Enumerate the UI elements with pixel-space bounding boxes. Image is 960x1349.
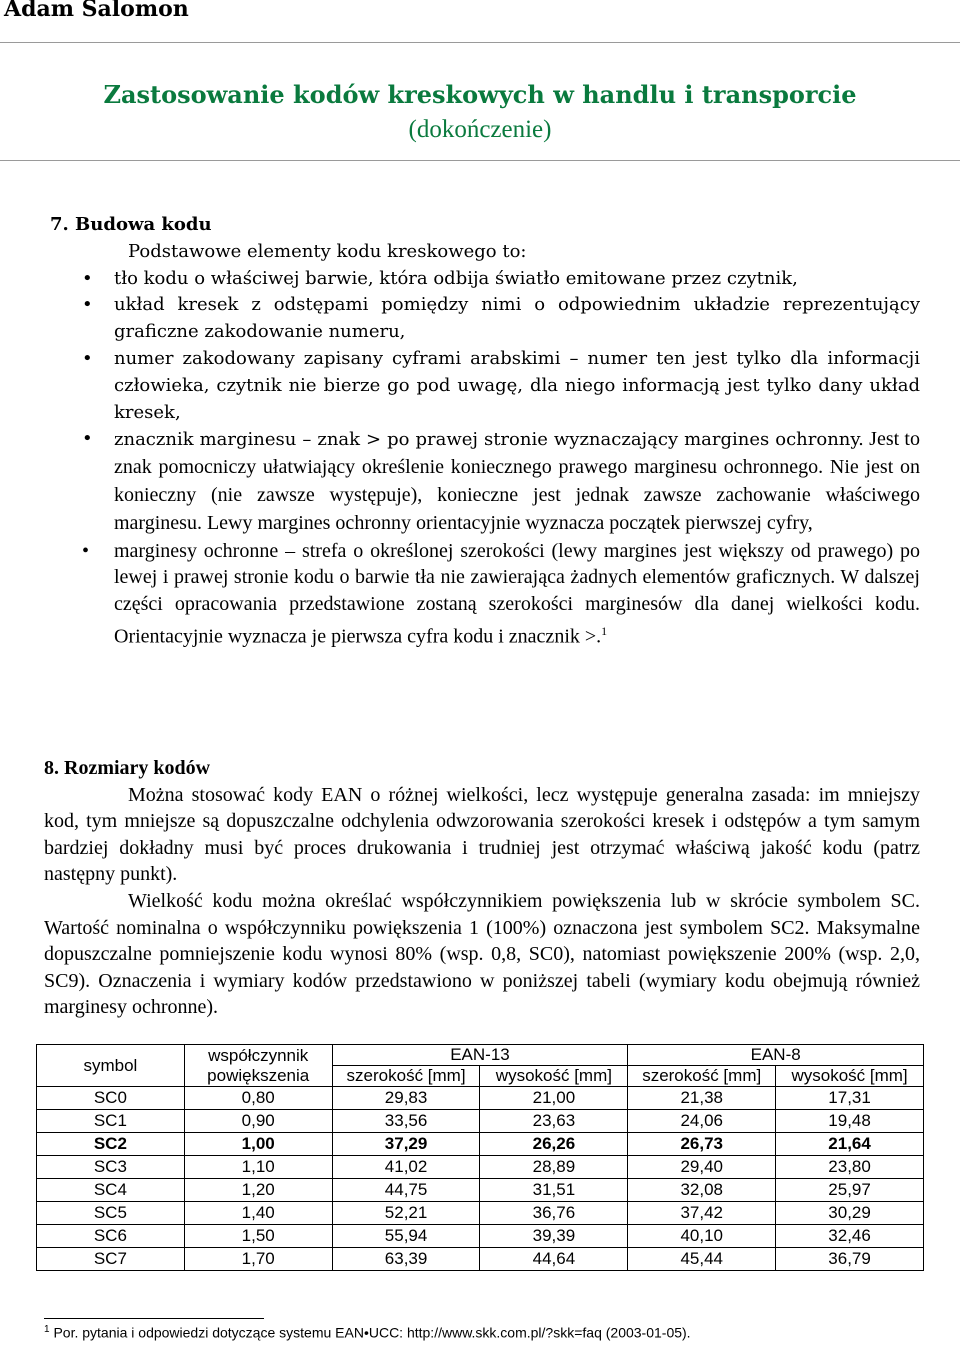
table-cell-ean8-w: 45,44 xyxy=(628,1248,776,1271)
section-8 xyxy=(44,755,920,1021)
table-cell-symbol: SC4 xyxy=(37,1179,185,1202)
table-cell-ean13-h: 44,64 xyxy=(480,1248,628,1271)
table-cell-factor: 1,40 xyxy=(184,1202,332,1225)
table-cell-symbol: SC1 xyxy=(37,1110,185,1133)
table-cell-ean8-h: 30,29 xyxy=(776,1202,924,1225)
table-cell-symbol: SC6 xyxy=(37,1225,185,1248)
author-name: Adam Salomon xyxy=(4,0,189,22)
table-cell-symbol: SC2 xyxy=(37,1133,185,1156)
bullet-icon: • xyxy=(82,347,93,369)
table-cell-ean8-w: 37,42 xyxy=(628,1202,776,1225)
table-row xyxy=(37,1110,924,1133)
paragraph: Można stosować kody EAN o różnej wielkości, lecz występuje generalna zasada: im mniejszy kod, tym mniejsze są dopuszczalne odchylenia odwzorowania szerokości kresek i odstępów a tym samym bardziej dokładny musi być proces drukowania i trudniej jest otrzymać właściwą jakość kodu (patrz następny punkt). xyxy=(44,783,920,886)
title-divider xyxy=(0,160,960,161)
list-item xyxy=(44,538,920,651)
list-item-text: układ kresek z odstępami pomiędzy nimi o odpowiednim układzie reprezentujący graficzne zakodowanie numeru, xyxy=(114,294,920,343)
table-cell-factor: 1,50 xyxy=(184,1225,332,1248)
column-header-height: wysokość [mm] xyxy=(480,1066,628,1087)
table-cell-ean13-w: 44,75 xyxy=(332,1179,480,1202)
column-header-width: szerokość [mm] xyxy=(332,1066,480,1087)
table-cell-ean8-h: 17,31 xyxy=(776,1087,924,1110)
table-cell-symbol: SC5 xyxy=(37,1202,185,1225)
bullet-list xyxy=(44,266,920,651)
header-divider xyxy=(0,42,960,43)
article-title: Zastosowanie kodów kreskowych w handlu i transporcie xyxy=(103,80,857,109)
column-group-ean8: EAN-8 xyxy=(628,1045,924,1066)
table-cell-ean13-h: 39,39 xyxy=(480,1225,628,1248)
table-cell-symbol: SC3 xyxy=(37,1156,185,1179)
list-item xyxy=(44,266,920,293)
table-cell-ean8-w: 26,73 xyxy=(628,1133,776,1156)
table-cell-ean13-h: 21,00 xyxy=(480,1087,628,1110)
column-header-symbol: symbol xyxy=(37,1045,185,1087)
table-cell-factor: 1,20 xyxy=(184,1179,332,1202)
table-cell-ean8-w: 24,06 xyxy=(628,1110,776,1133)
table-cell-factor: 1,00 xyxy=(184,1133,332,1156)
footnote xyxy=(44,1324,691,1341)
table-cell-ean13-h: 31,51 xyxy=(480,1179,628,1202)
table-row xyxy=(37,1087,924,1110)
table-header-row xyxy=(37,1045,924,1066)
section-7-intro: Podstawowe elementy kodu kreskowego to: xyxy=(128,240,527,262)
table-row xyxy=(37,1179,924,1202)
table-cell-ean13-w: 63,39 xyxy=(332,1248,480,1271)
section-8-number: 8. xyxy=(44,757,59,779)
table-cell-ean13-h: 36,76 xyxy=(480,1202,628,1225)
list-item xyxy=(44,426,920,537)
list-item-text: marginesy ochronne – strefa o określonej szerokości (lewy margines jest większy od prawego) po lewej i prawej stronie kodu o barwie tła nie zawierająca żadnych elementów graficznych. W dalszej części opracowania przedstawione zostaną szerokości marginesów dla danej wielkości kodu. Orientacyjnie wyznacza je pierwsza cyfra kodu i znacznik >. xyxy=(114,539,920,648)
table-cell-symbol: SC0 xyxy=(37,1087,185,1110)
table-cell-factor: 1,70 xyxy=(184,1248,332,1271)
article-subtitle: (dokończenie) xyxy=(408,116,552,143)
footnote-divider xyxy=(44,1318,264,1319)
table-cell-ean8-w: 32,08 xyxy=(628,1179,776,1202)
column-header-height: wysokość [mm] xyxy=(776,1066,924,1087)
bullet-icon: • xyxy=(82,428,93,450)
table-cell-ean8-h: 32,46 xyxy=(776,1225,924,1248)
table-cell-ean8-h: 21,64 xyxy=(776,1133,924,1156)
list-item xyxy=(44,292,920,346)
table-cell-ean8-w: 40,10 xyxy=(628,1225,776,1248)
footnote-number: 1 xyxy=(44,1324,50,1335)
table-row xyxy=(37,1133,924,1156)
table-cell-ean13-w: 29,83 xyxy=(332,1087,480,1110)
table-cell-ean8-w: 29,40 xyxy=(628,1156,776,1179)
table-cell-ean8-w: 21,38 xyxy=(628,1087,776,1110)
table-cell-ean13-h: 23,63 xyxy=(480,1110,628,1133)
list-item-text: numer zakodowany zapisany cyframi arabskimi – numer ten jest tylko dla informacji człowieka, czytnik nie bierze go pod uwagę, dla niego informacją jest tylko dany układ kresek, xyxy=(114,347,920,423)
table-cell-ean8-h: 23,80 xyxy=(776,1156,924,1179)
list-item-text: znacznik marginesu – znak > po prawej stronie wyznaczający margines ochronny. xyxy=(114,429,864,451)
list-item xyxy=(44,346,920,426)
list-item-text: tło kodu o właściwej barwie, która odbija światło emitowane przez czytnik, xyxy=(114,267,798,289)
table-cell-ean8-h: 25,97 xyxy=(776,1179,924,1202)
bullet-icon: • xyxy=(82,539,90,562)
footnote-text: Por. pytania i odpowiedzi dotyczące systemu EAN•UCC: http://www.skk.com.pl/?skk=faq (2003-01-05). xyxy=(53,1324,691,1341)
table-cell-factor: 0,90 xyxy=(184,1110,332,1133)
table-body xyxy=(37,1087,924,1271)
table-cell-ean13-w: 52,21 xyxy=(332,1202,480,1225)
section-8-heading xyxy=(44,755,920,782)
bullet-icon: • xyxy=(82,294,93,316)
table-cell-symbol: SC7 xyxy=(37,1248,185,1271)
section-7-heading: 7. Budowa kodu xyxy=(50,214,212,235)
table-row xyxy=(37,1225,924,1248)
table-row xyxy=(37,1248,924,1271)
ean-size-table xyxy=(36,1044,924,1271)
paragraph: Wielkość kodu można określać współczynnikiem powiększenia lub w skrócie symbolem SC. Wartość nominalna o współczynniku powiększenia 1 (100%) oznaczona jest symbolem SC2. Maksymalne dopuszczalne pomniejszenie kodu wynosi 80% (wsp. 0,8, SC0), natomiast powiększenie 200% (wsp. 2,0, SC9). Oznaczenia i wymiary kodów przedstawiono w poniższej tabeli (wymiary kodu obejmują również marginesy ochronne). xyxy=(44,889,920,1019)
table-cell-ean13-h: 26,26 xyxy=(480,1133,628,1156)
table-cell-factor: 1,10 xyxy=(184,1156,332,1179)
table-cell-ean8-h: 19,48 xyxy=(776,1110,924,1133)
bullet-icon: • xyxy=(82,267,93,289)
table-cell-ean13-h: 28,89 xyxy=(480,1156,628,1179)
table-row xyxy=(37,1202,924,1225)
table-cell-ean13-w: 55,94 xyxy=(332,1225,480,1248)
section-7 xyxy=(44,212,920,650)
table-cell-ean13-w: 41,02 xyxy=(332,1156,480,1179)
table-cell-ean13-w: 37,29 xyxy=(332,1133,480,1156)
table-cell-ean13-w: 33,56 xyxy=(332,1110,480,1133)
table-row xyxy=(37,1156,924,1179)
list-item-text-continued: Jest to znak pomocniczy ułatwiający określenie koniecznego prawego marginesu ochronnego. Nie jest on konieczny (nie zawsze występuje), konieczne jest jednak zawsze zachowanie właściwego marginesu. Lewy margines ochronny orientacyjnie wyznacza początek pierwszej cyfry, xyxy=(114,428,920,534)
column-header-factor: współczynnik powiększenia xyxy=(184,1045,332,1087)
footnote-reference[interactable]: 1 xyxy=(601,623,608,638)
column-group-ean13: EAN-13 xyxy=(332,1045,628,1066)
section-8-title: Rozmiary kodów xyxy=(64,757,211,779)
column-header-width: szerokość [mm] xyxy=(628,1066,776,1087)
table-cell-ean8-h: 36,79 xyxy=(776,1248,924,1271)
table-cell-factor: 0,80 xyxy=(184,1087,332,1110)
